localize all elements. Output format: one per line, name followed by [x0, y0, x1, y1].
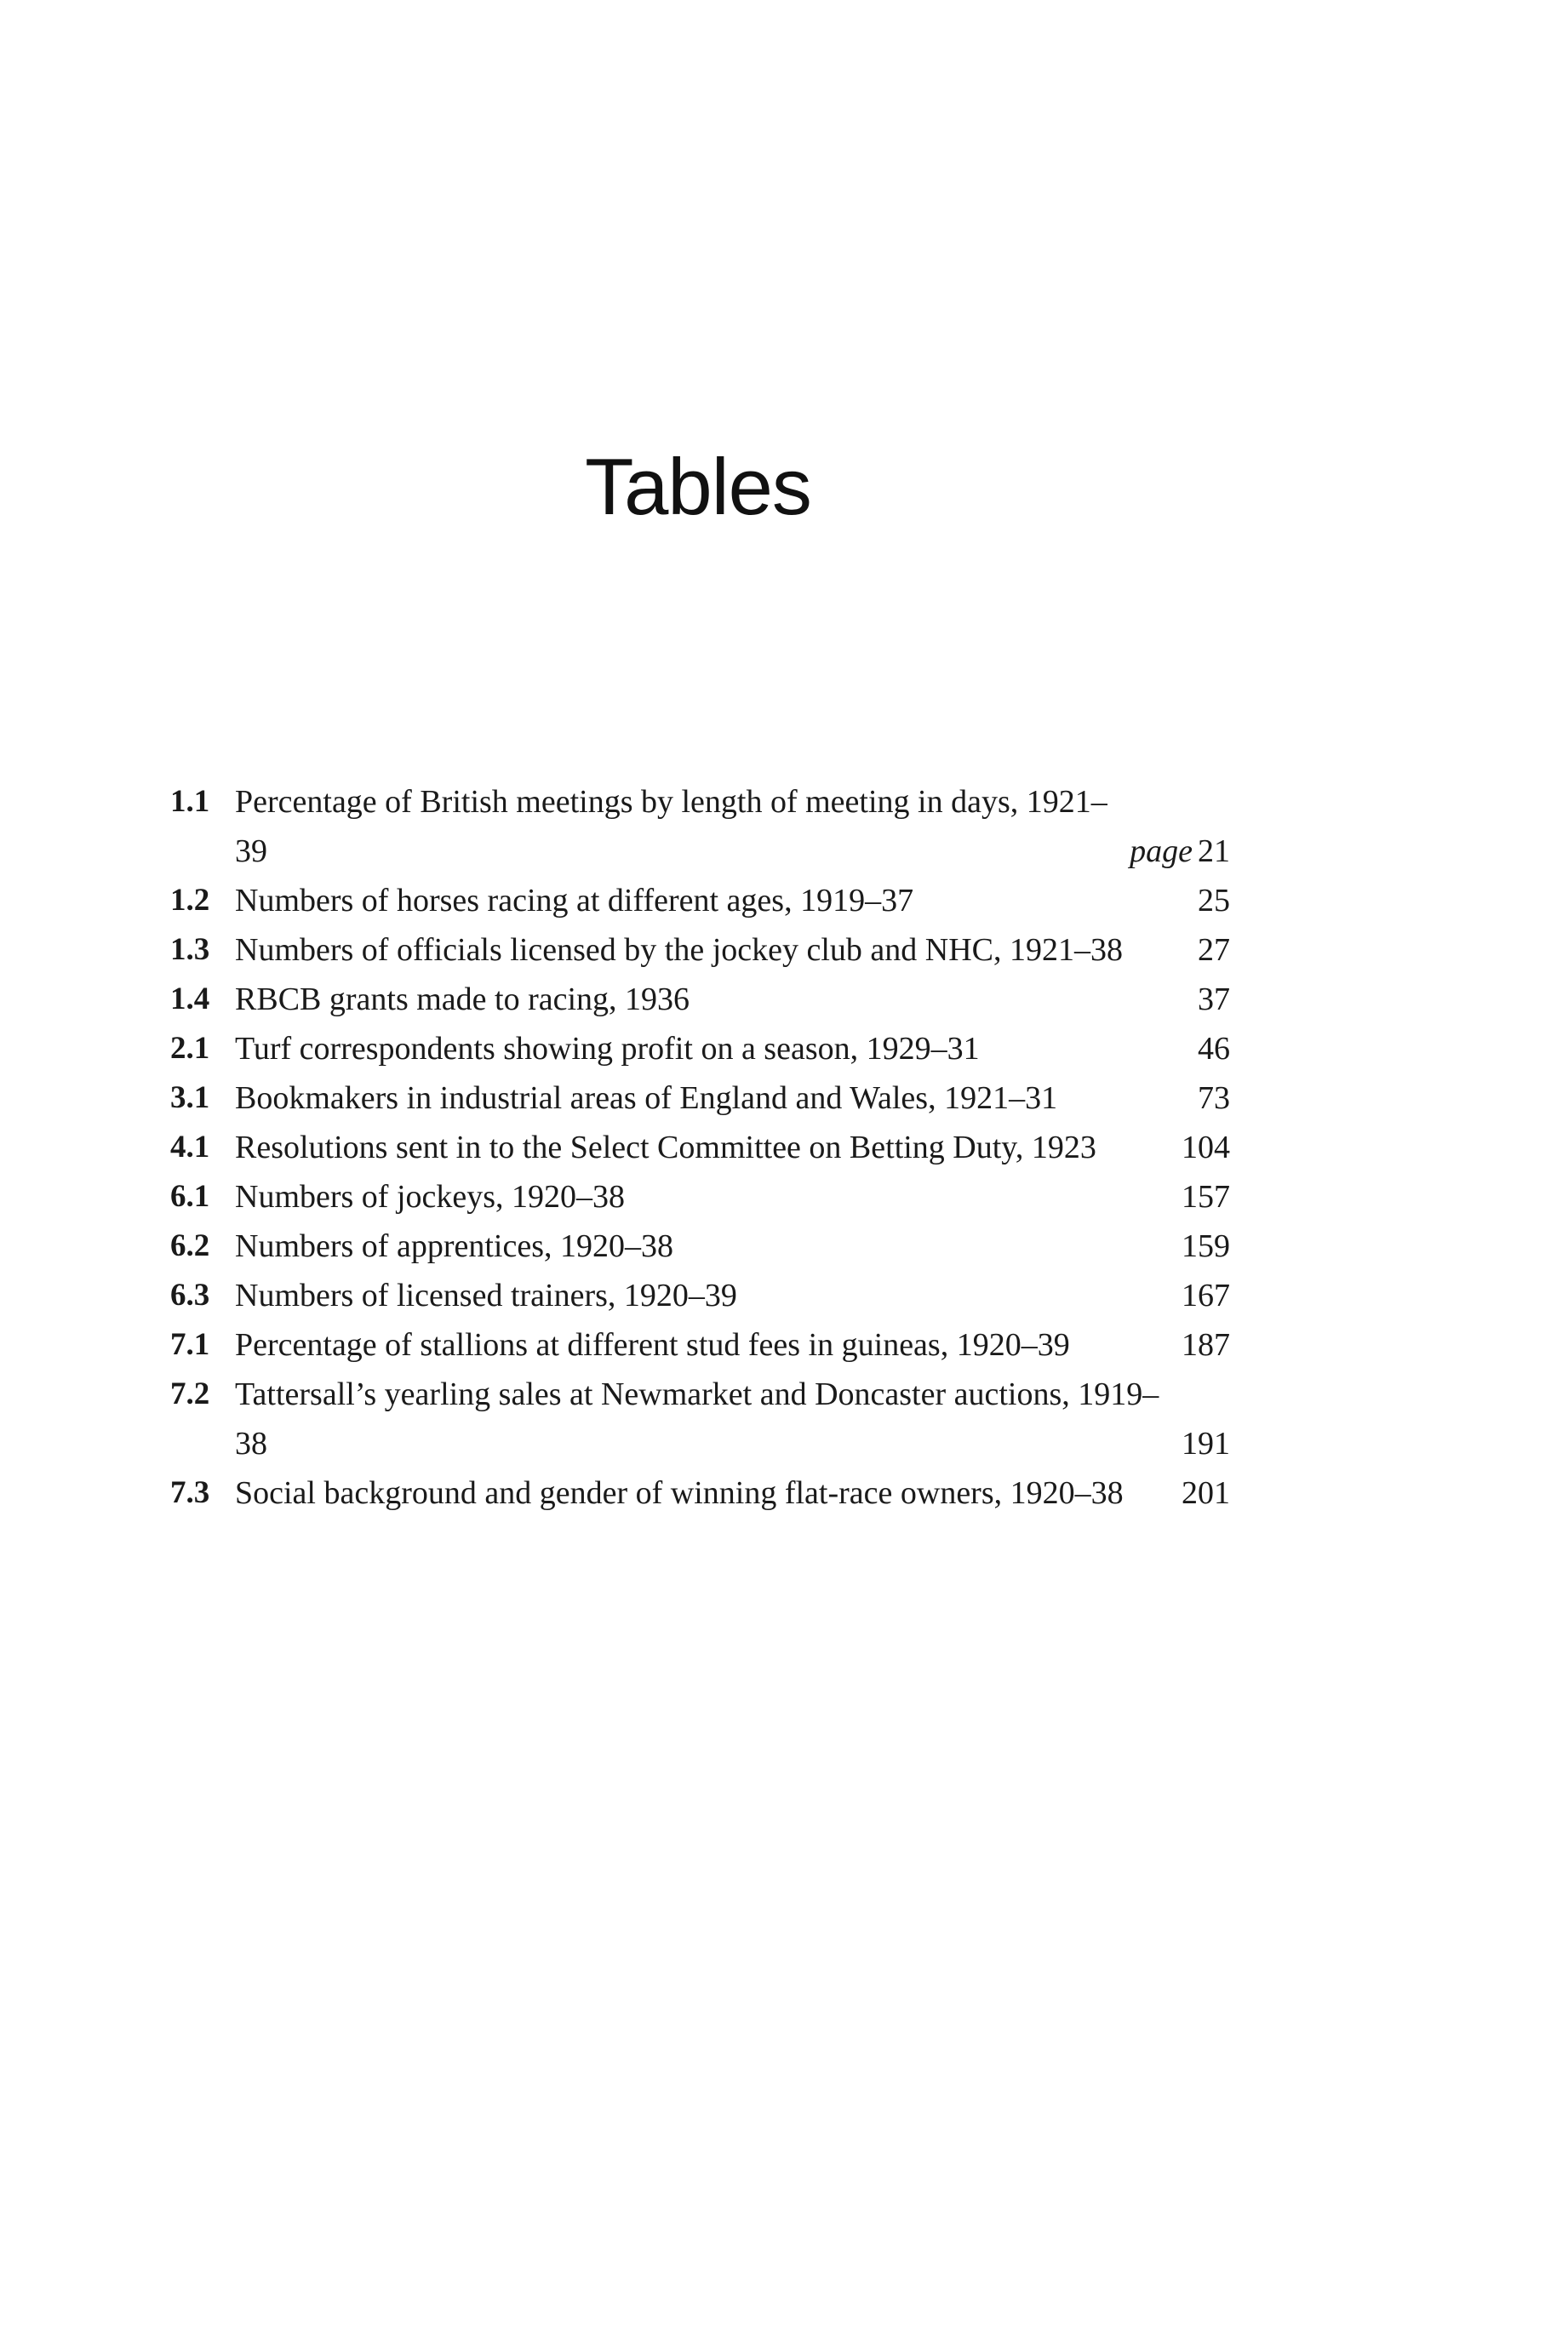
entry-body	[235, 1222, 1230, 1271]
entry-body	[235, 1024, 1230, 1073]
entry-body	[235, 1172, 1230, 1222]
entry-body	[235, 876, 1230, 925]
entry-body	[235, 1073, 1230, 1123]
entry-title: Numbers of jockeys, 1920–38	[235, 1179, 626, 1215]
page-number: 21	[1198, 833, 1230, 869]
page-number: 187	[1182, 1327, 1230, 1363]
entry-title: Tattersall’s yearling sales at Newmarket and Doncaster auctions, 1919–38	[235, 1376, 1159, 1462]
entry-page	[1130, 827, 1230, 876]
page-number: 201	[1182, 1475, 1230, 1511]
page-number: 159	[1182, 1228, 1230, 1264]
list-item[interactable]	[170, 777, 1230, 876]
page-number: 46	[1198, 1031, 1230, 1067]
list-item[interactable]	[170, 876, 1230, 925]
entry-body	[235, 925, 1230, 975]
entry-title: Numbers of licensed trainers, 1920–39	[235, 1278, 737, 1313]
entry-number: 6.3	[170, 1278, 210, 1313]
entry-number: 1.3	[170, 932, 210, 967]
entry-body	[235, 975, 1230, 1024]
page-number: 25	[1198, 883, 1230, 918]
page-number: 104	[1182, 1130, 1230, 1165]
entry-title: Percentage of stallions at different stud fees in guineas, 1920–39	[235, 1327, 1070, 1363]
table-list	[170, 777, 1230, 1518]
entry-number: 4.1	[170, 1130, 210, 1165]
entry-number: 1.1	[170, 784, 210, 819]
entry-title: Numbers of apprentices, 1920–38	[235, 1228, 673, 1264]
list-item[interactable]	[170, 1123, 1230, 1172]
entry-number: 7.3	[170, 1475, 210, 1510]
page-number: 27	[1198, 932, 1230, 968]
list-item[interactable]	[170, 1468, 1230, 1518]
page-number: 167	[1182, 1278, 1230, 1313]
list-item[interactable]	[170, 1172, 1230, 1222]
page-title: Tables	[585, 441, 811, 531]
entry-body	[235, 1271, 1230, 1320]
page-label: page	[1130, 833, 1193, 869]
page-number: 73	[1198, 1080, 1230, 1116]
list-item[interactable]	[170, 925, 1230, 975]
entry-body	[235, 1123, 1230, 1172]
entry-body	[235, 777, 1230, 876]
entry-number: 7.2	[170, 1376, 210, 1411]
list-item[interactable]	[170, 1271, 1230, 1320]
entry-number: 3.1	[170, 1080, 210, 1115]
entry-title: Turf correspondents showing profit on a season, 1929–31	[235, 1031, 980, 1067]
entry-body	[235, 1468, 1230, 1518]
list-item[interactable]	[170, 1320, 1230, 1370]
entry-number: 7.1	[170, 1327, 210, 1362]
entry-title: Social background and gender of winning flat-race owners, 1920–38	[235, 1475, 1124, 1511]
entry-number: 6.2	[170, 1228, 210, 1263]
entry-title: Bookmakers in industrial areas of England and Wales, 1921–31	[235, 1080, 1058, 1116]
entry-title: Numbers of horses racing at different ages, 1919–37	[235, 883, 914, 918]
entry-number: 6.1	[170, 1179, 210, 1214]
page-number: 157	[1182, 1179, 1230, 1215]
entry-title: RBCB grants made to racing, 1936	[235, 981, 690, 1017]
entry-title: Percentage of British meetings by length of meeting in days, 1921–39	[235, 784, 1107, 869]
list-item[interactable]	[170, 1222, 1230, 1271]
list-item[interactable]	[170, 1073, 1230, 1123]
list-item[interactable]	[170, 1024, 1230, 1073]
list-item[interactable]	[170, 1370, 1230, 1468]
entry-title: Numbers of officials licensed by the jockey club and NHC, 1921–38	[235, 932, 1124, 968]
entry-body	[235, 1370, 1230, 1468]
page-number: 37	[1198, 981, 1230, 1017]
page-number: 191	[1182, 1426, 1230, 1462]
entry-number: 1.2	[170, 883, 210, 918]
entry-body	[235, 1320, 1230, 1370]
list-item[interactable]	[170, 975, 1230, 1024]
entry-number: 2.1	[170, 1031, 210, 1066]
entry-number: 1.4	[170, 981, 210, 1016]
entry-title: Resolutions sent in to the Select Committee on Betting Duty, 1923	[235, 1130, 1096, 1165]
